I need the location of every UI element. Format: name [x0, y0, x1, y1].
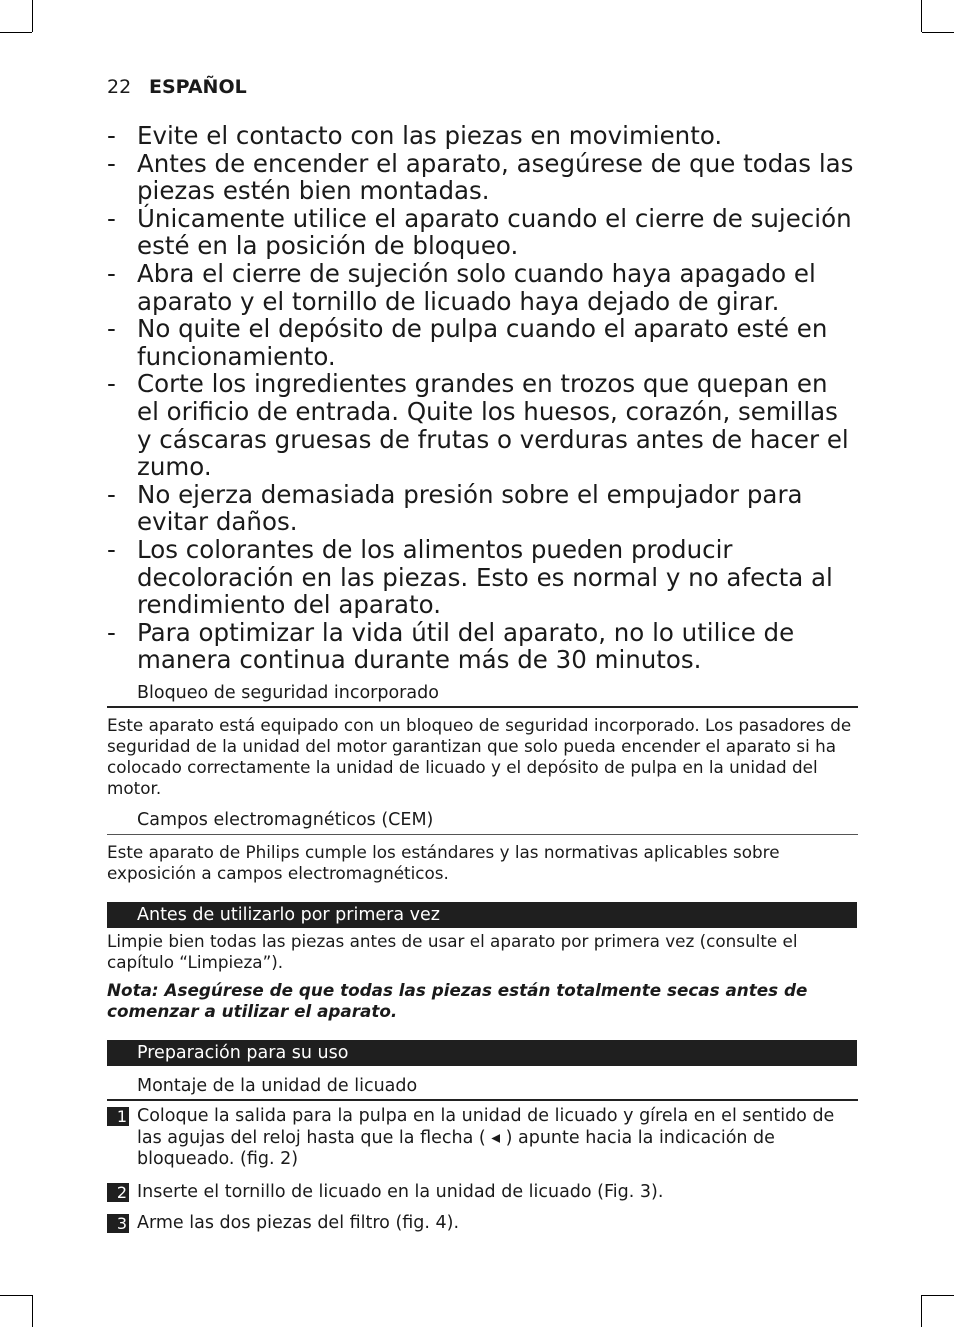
emf-text: Este aparato de Philips cumple los estándares y las normativas aplicables sobre exposición a campos electromagnéticos.: [107, 842, 780, 883]
section-divider: [107, 1099, 858, 1101]
step-item: [107, 1106, 858, 1171]
crop-mark: [0, 1295, 32, 1296]
crop-mark: [32, 1295, 33, 1327]
crop-mark: [0, 32, 32, 33]
language-label: ESPAÑOL: [149, 76, 247, 98]
before-first-use-heading: Antes de utilizarlo por primera vez: [107, 902, 857, 928]
step-number: 1: [107, 1107, 129, 1126]
list-item: - Únicamente utilice el aparato cuando el cierre de sujeción esté en la posición de bloqueo.: [107, 203, 852, 261]
step-text: Coloque la salida para la pulpa en la unidad de licuado y gírela en el sentido de las agujas del reloj hasta que la flecha ( ◂ ) apunte hacia la indicación de bloqueado. (fig. 2): [137, 1106, 835, 1169]
before-first-use-text: Limpie bien todas las piezas antes de usar el aparato por primera vez (consulte el capítulo “Limpieza”).: [107, 931, 798, 972]
bullet-dash: -: [107, 121, 116, 150]
bullet-dash: -: [107, 203, 116, 233]
safety-lock-heading: Bloqueo de seguridad incorporado: [137, 683, 439, 703]
bullet-dash: -: [107, 369, 116, 399]
list-item: - No quite el depósito de pulpa cuando el aparato esté en funcionamiento.: [107, 314, 828, 371]
step-item: [107, 1213, 858, 1235]
step-text: Inserte el tornillo de licuado en la unidad de licuado (Fig. 3).: [137, 1182, 664, 1202]
page-header: [107, 76, 247, 98]
assembly-subheading: Montaje de la unidad de licuado: [137, 1076, 418, 1096]
step-number: 3: [107, 1214, 129, 1233]
bullet-dash: -: [107, 148, 116, 178]
bullet-dash: -: [107, 314, 116, 344]
crop-mark: [922, 1295, 954, 1296]
list-item: - Evite el contacto con las piezas en movimiento.: [107, 121, 723, 150]
list-item: - Los colorantes de los alimentos pueden producir decoloración en las piezas. Esto es normal y no afecta al rendimiento del aparato.: [107, 534, 833, 620]
bullet-dash: -: [107, 258, 116, 288]
page-number: 22: [107, 76, 132, 98]
step-item: [107, 1182, 858, 1204]
list-item: - Corte los ingredientes grandes en trozos que quepan en el orificio de entrada. Quite los huesos, corazón, semillas y cáscaras gruesas de frutas o verduras antes de hacer el zumo.: [107, 369, 849, 482]
emf-heading: Campos electromagnéticos (CEM): [137, 810, 434, 830]
crop-mark: [921, 0, 922, 32]
crop-mark: [921, 1295, 922, 1327]
bullet-dash: -: [107, 479, 116, 509]
list-item: - No ejerza demasiada presión sobre el empujador para evitar daños.: [107, 479, 803, 537]
before-first-use-note: Nota: Asegúrese de que todas las piezas están totalmente secas antes de comenzar a utilizar el aparato.: [107, 980, 808, 1021]
list-item: - Abra el cierre de sujeción solo cuando haya apagado el aparato y el tornillo de licuado haya dejado de girar.: [107, 258, 816, 316]
step-number: 2: [107, 1183, 129, 1202]
crop-mark: [922, 32, 954, 33]
bullet-dash: -: [107, 617, 116, 647]
safety-lock-text: Este aparato está equipado con un bloqueo de seguridad incorporado. Los pasadores de seguridad de la unidad del motor garantizan que solo pueda encender el aparato si ha colocado correctamente la unidad de licuado y el depósito de pulpa en la unidad del motor.: [107, 715, 852, 798]
section-divider: [107, 834, 858, 835]
crop-mark: [32, 0, 33, 32]
bullet-dash: -: [107, 534, 116, 564]
list-item: - Para optimizar la vida útil del aparato, no lo utilice de manera continua durante más de 30 minutos.: [107, 617, 795, 675]
list-item: - Antes de encender el aparato, asegúrese de que todas las piezas estén bien montadas.: [107, 148, 854, 206]
safety-bullet-list: [107, 122, 857, 674]
step-text: Arme las dos piezas del filtro (fig. 4).: [137, 1213, 460, 1233]
preparation-heading: Preparación para su uso: [107, 1040, 857, 1066]
section-divider: [107, 706, 858, 708]
